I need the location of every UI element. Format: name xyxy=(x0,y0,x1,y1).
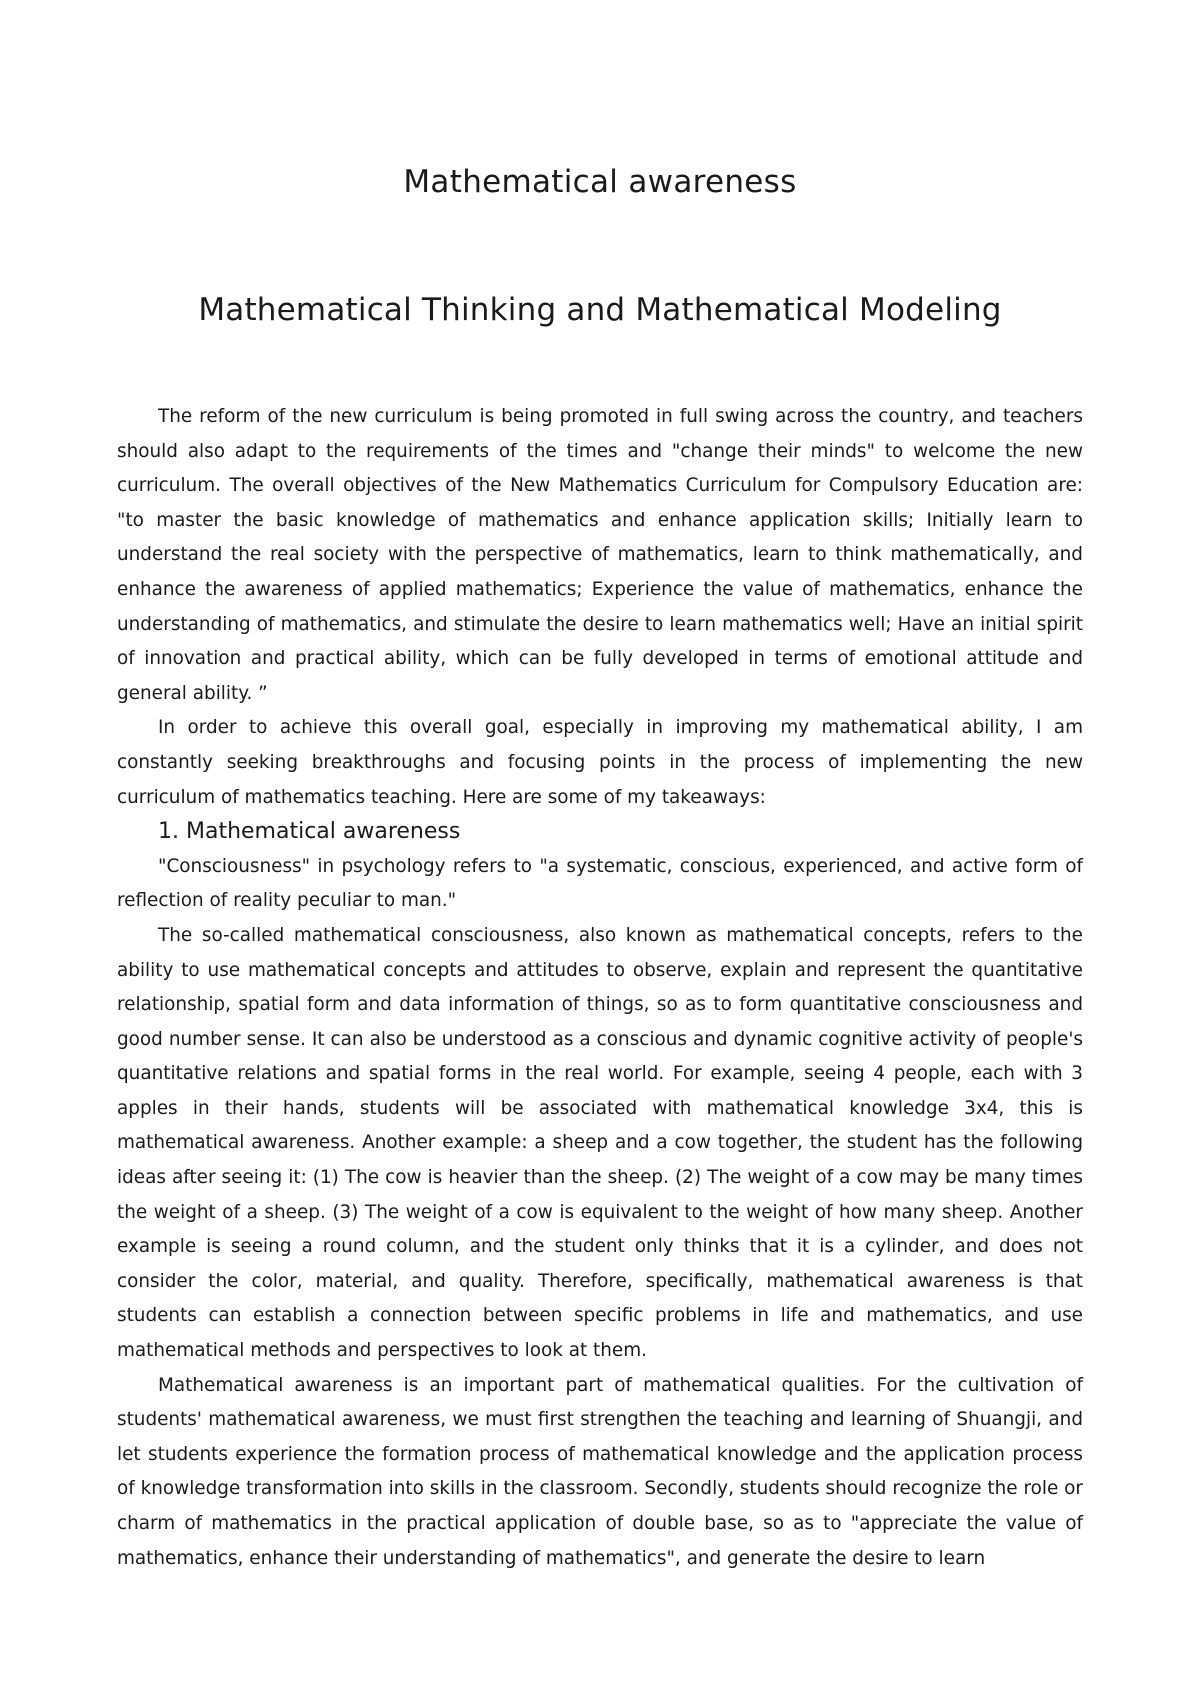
goal-paragraph: In order to achieve this overall goal, especially in improving my mathematical ability, I am constantly seeking breakthroughs and focusing points in the process of implementing the new curriculum of mathematics teaching. Here are some of my takeaways: xyxy=(117,717,1083,808)
document-title: Mathematical awareness xyxy=(403,164,797,200)
intro-paragraph: The reform of the new curriculum is being promoted in full swing across the country, and teachers should also adapt to the requirements of the times and "change their minds" to welcome the new curriculum. The overall objectives of the New Mathematics Curriculum for Compulsory Education are: "to master the basic knowledge of mathematics and enhance application skills; Initially learn to understand the real society with the perspective of mathematics, learn to think mathematically, and enhance the awareness of applied mathematics; Experience the value of mathematics, enhance the understanding of mathematics, and stimulate the desire to learn mathematics well; Have an initial spirit of innovation and practical ability, which can be fully developed in terms of emotional attitude and general ability. ” xyxy=(117,406,1083,704)
mathematical-consciousness-paragraph: The so-called mathematical consciousness, also known as mathematical concepts, refers to the ability to use mathematical concepts and attitudes to observe, explain and represent the quantitative relationship, spatial form and data information of things, so as to form quantitative consciousness and good number sense. It can also be understood as a conscious and dynamic cognitive activity of people's quantitative relations and spatial forms in the real world. For example, seeing 4 people, each with 3 apples in their hands, students will be associated with mathematical knowledge 3x4, this is mathematical awareness. Another example: a sheep and a cow together, the student has the following ideas after seeing it: (1) The cow is heavier than the sheep. (2) The weight of a cow may be many times the weight of a sheep. (3) The weight of a cow is equivalent to the weight of how many sheep. Another example is seeing a round column, and the student only thinks that it is a cylinder, and does not consider the color, material, and quality. Therefore, specifically, mathematical awareness is that students can establish a connection between specific problems in life and mathematics, and use mathematical methods and perspectives to look at them. xyxy=(117,924,1083,1362)
document-body xyxy=(117,400,1083,1576)
consciousness-definition-paragraph: "Consciousness" in psychology refers to "a systematic, conscious, experienced, and active form of reflection of reality peculiar to man." xyxy=(117,855,1083,912)
document-subtitle: Mathematical Thinking and Mathematical Modeling xyxy=(198,292,1002,328)
section-heading: 1. Mathematical awareness xyxy=(158,819,461,845)
cultivation-paragraph: Mathematical awareness is an important part of mathematical qualities. For the cultivation of students' mathematical awareness, we must first strengthen the teaching and learning of Shuangji, and let students experience the formation process of mathematical knowledge and the application process of knowledge transformation into skills in the classroom. Secondly, students should recognize the role or charm of mathematics in the practical application of double base, so as to "appreciate the value of mathematics, enhance their understanding of mathematics", and generate the desire to learn xyxy=(117,1374,1083,1569)
